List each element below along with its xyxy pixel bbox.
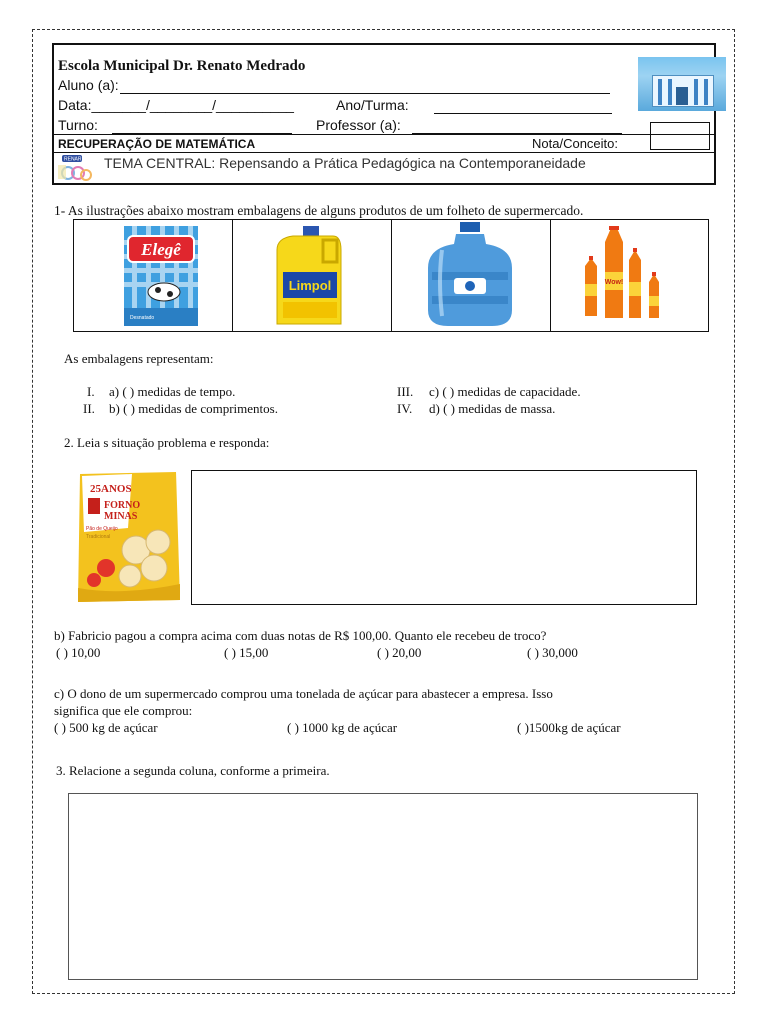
q1-option-num: I. [87, 384, 95, 399]
product-grid [73, 219, 709, 332]
svg-text:Desnatado: Desnatado [130, 315, 155, 321]
nota-label: Nota/Conceito: [532, 136, 618, 151]
divider [54, 152, 714, 153]
q2-prompt: 2. Leia s situação problema e responda: [64, 435, 270, 450]
qc-option[interactable]: ( )1500kg de açúcar [517, 720, 621, 735]
school-name: Escola Municipal Dr. Renato Medrado [58, 58, 306, 74]
q1-prompt: 1- As ilustrações abaixo mostram embalagens de alguns produtos de um folheto de supermercado. [54, 203, 584, 218]
professor-label: Professor (a): [316, 117, 401, 133]
qb-option[interactable]: ( ) 20,00 [377, 645, 422, 660]
svg-text:Pão de Queijo: Pão de Queijo [86, 526, 118, 532]
q1-option-num: IV. [397, 401, 413, 416]
qc-option[interactable]: ( ) 1000 kg de açúcar [287, 720, 398, 735]
q1-option-c[interactable]: c) ( ) medidas de capacidade. [429, 384, 581, 399]
svg-text:MINAS: MINAS [104, 511, 138, 522]
svg-text:FORNO: FORNO [104, 500, 141, 511]
q1-option-num: III. [397, 384, 414, 399]
svg-text:Tradicional: Tradicional [86, 534, 111, 540]
qb-option[interactable]: ( ) 10,00 [56, 645, 101, 660]
worksheet-header [52, 43, 716, 185]
svg-text:Elegê: Elegê [141, 240, 181, 259]
svg-text:25ANOS: 25ANOS [90, 483, 132, 495]
q1-option-num: II. [83, 401, 95, 416]
aluno-field[interactable] [120, 93, 610, 94]
renar-logo [56, 155, 102, 183]
qb-prompt: b) Fabricio pagou a compra acima com duas notas de R$ 100,00. Quanto ele recebeu de troco? [54, 628, 547, 643]
ano-turma-label: Ano/Turma: [336, 97, 409, 113]
q2-answer-box[interactable] [191, 470, 697, 605]
turno-label: Turno: [58, 117, 98, 133]
tema-central: TEMA CENTRAL: Repensando a Prática Pedagógica na Contemporaneidade [104, 155, 586, 171]
ano-turma-field[interactable] [434, 113, 612, 114]
school-photo [638, 57, 726, 111]
milk-carton-image [74, 220, 232, 331]
q1-option-b[interactable]: b) ( ) medidas de comprimentos. [109, 401, 278, 416]
svg-text:RENAR: RENAR [64, 156, 82, 163]
aluno-label: Aluno (a): [58, 77, 119, 93]
product-cell-milk [74, 220, 233, 331]
data-label: Data:_______/________/__________ [58, 97, 294, 113]
svg-text:Limpol: Limpol [288, 278, 332, 293]
subject-title: RECUPERAÇÃO DE MATEMÁTICA [58, 137, 256, 151]
q1-option-d[interactable]: d) ( ) medidas de massa. [429, 401, 556, 416]
q3-answer-box[interactable] [68, 793, 698, 980]
detergent-jug-image [233, 220, 391, 331]
qc-prompt-cont: significa que ele comprou: [54, 703, 193, 718]
soda-bottles-image [551, 220, 709, 331]
qb-option[interactable]: ( ) 30,000 [527, 645, 578, 660]
divider [54, 134, 714, 135]
qc-prompt: c) O dono de um supermercado comprou uma tonelada de açúcar para abastecer a empresa. Isso [54, 686, 553, 701]
product-cell-water [392, 220, 551, 331]
svg-text:Wow!: Wow! [604, 279, 624, 286]
product-cell-soda [551, 220, 709, 331]
nota-box[interactable] [650, 122, 710, 150]
qb-option[interactable]: ( ) 15,00 [224, 645, 269, 660]
product-cell-detergent [233, 220, 392, 331]
q1-option-a[interactable]: a) ( ) medidas de tempo. [109, 384, 236, 399]
q1-lead: As embalagens representam: [64, 351, 214, 366]
pao-de-queijo-package-image [72, 468, 184, 606]
q3-prompt: 3. Relacione a segunda coluna, conforme a primeira. [56, 763, 330, 778]
water-jug-image [392, 220, 550, 331]
qc-option[interactable]: ( ) 500 kg de açúcar [54, 720, 158, 735]
